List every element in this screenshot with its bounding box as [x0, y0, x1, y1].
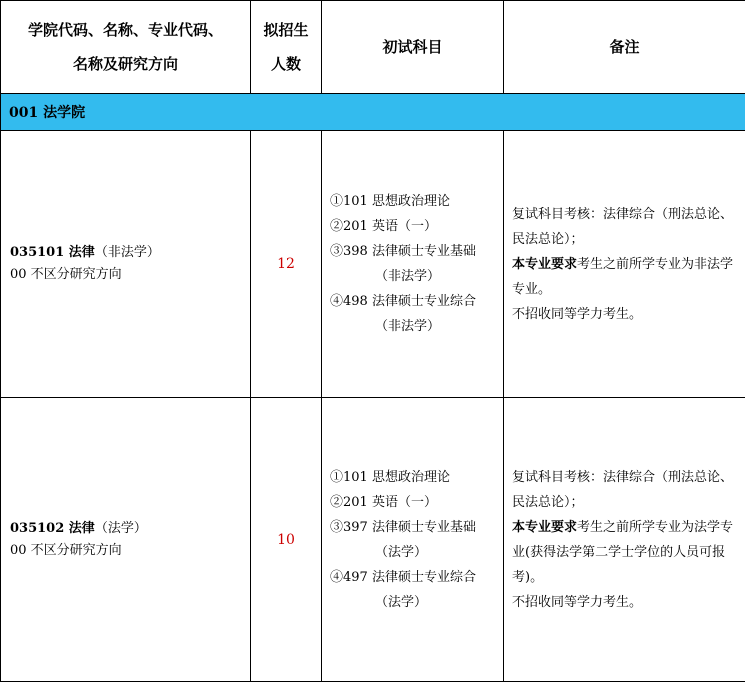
note-req-bold: 本专业要求 — [512, 257, 577, 272]
header-subjects: 初试科目 — [322, 1, 504, 94]
subject-item: ④498 法律硕士专业综合 — [330, 289, 503, 314]
note-req-bold: 本专业要求 — [512, 520, 577, 535]
subject-sub: （法学） — [330, 590, 503, 615]
note-retest: 复试科目考核：法律综合（刑法总论、民法总论）； — [512, 465, 739, 515]
subject-sub: （非法学） — [330, 314, 503, 339]
note-req-rest: 考生之前所学专业为法学专业(获得法学第二学士学位的人员可报考)。 — [512, 520, 733, 585]
header-program-line2: 名称及研究方向 — [1, 47, 250, 81]
program-direction: 00 不区分研究方向 — [10, 264, 250, 286]
subject-item: ①101 思想政治理论 — [330, 465, 503, 490]
header-program-line1: 学院代码、名称、专业代码、 — [1, 13, 250, 47]
subject-item: ②201 英语（一） — [330, 490, 503, 515]
note-requirement — [512, 252, 739, 302]
note-requirement — [512, 515, 739, 590]
subject-sub: （非法学） — [330, 264, 503, 289]
header-plan-line1: 拟招生 — [251, 13, 321, 47]
program-cell — [1, 398, 251, 682]
header-row — [1, 1, 745, 94]
note-no-equiv: 不招收同等学力考生。 — [512, 590, 739, 615]
subject-item: ③398 法律硕士专业基础 — [330, 239, 503, 264]
header-notes: 备注 — [504, 1, 745, 94]
note-no-equiv: 不招收同等学力考生。 — [512, 302, 739, 327]
table-row — [1, 398, 745, 682]
program-qualifier: （法学） — [95, 521, 147, 536]
subjects-cell — [322, 398, 504, 682]
note-retest: 复试科目考核：法律综合（刑法总论、民法总论）； — [512, 202, 739, 252]
subject-item: ②201 英语（一） — [330, 214, 503, 239]
program-qualifier: （非法学） — [95, 245, 160, 260]
program-cell — [1, 131, 251, 398]
plan-count: 10 — [251, 398, 322, 682]
note-req-rest: 考生之前所学专业为非法学专业。 — [512, 257, 733, 297]
subject-item: ④497 法律硕士专业综合 — [330, 565, 503, 590]
program-code-name: 035101 法律 — [10, 245, 95, 260]
plan-count: 12 — [251, 131, 322, 398]
notes-cell — [504, 131, 745, 398]
table-row — [1, 131, 745, 398]
subject-sub: （法学） — [330, 540, 503, 565]
program-direction: 00 不区分研究方向 — [10, 540, 250, 562]
subjects-cell — [322, 131, 504, 398]
subject-item: ①101 思想政治理论 — [330, 189, 503, 214]
header-program — [1, 1, 251, 94]
program-code-name: 035102 法律 — [10, 521, 95, 536]
header-plan-line2: 人数 — [251, 47, 321, 81]
section-row — [1, 94, 745, 131]
header-plan — [251, 1, 322, 94]
subject-item: ③397 法律硕士专业基础 — [330, 515, 503, 540]
section-label: 001 法学院 — [1, 94, 745, 131]
notes-cell — [504, 398, 745, 682]
